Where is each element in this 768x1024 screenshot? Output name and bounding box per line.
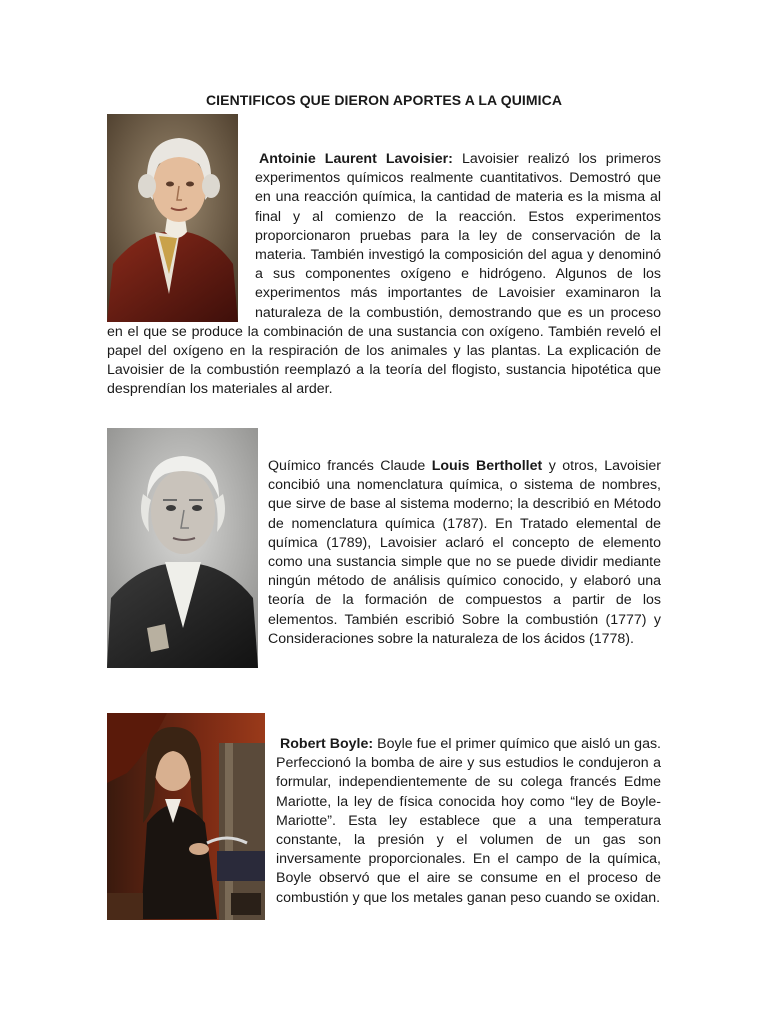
lavoisier-section bbox=[107, 150, 661, 400]
berthollet-text: y otros, Lavoisier concibió una nomenclatura química, o sistema de nombres, que sirve de base al sistema moderno; la describió en Método de nomenclatura química (1787). En Tratado elemental de química (1789), Lavoisier aclaró el concepto de elemento como una sustancia simple que no se puede dividir mediante ningún método de análisis químico conocido, y elaboró una teoría de la formación de compuestos a partir de los elementos. También escribió Sobre la combustión (1777) y Consideraciones sobre la naturaleza de los ácidos (1778). bbox=[268, 458, 661, 647]
berthollet-name: Louis Berthollet bbox=[431, 458, 543, 474]
berthollet-intro: Químico francés Claude bbox=[268, 458, 426, 474]
berthollet-section bbox=[268, 457, 661, 649]
lavoisier-text: Lavoisier realizó los primeros experimentos químicos realmente cuantitativos. Demostró que en una reacción química, la cantidad de materia es la misma al final y al comienzo de la reacción. Estos experimentos proporcionaron pruebas para la ley de conservación de la materia. También investigó la composición del agua y denominó a sus componentes oxígeno e hidrógeno. Algunos de los experimentos más importantes de Lavoisier examinaron la naturaleza de la combustión, demostrando que es un proceso en el que se produce la combinación de una sustancia con oxígeno. También reveló el papel del oxígeno en la respiración de los animales y las plantas. La explicación de Lavoisier de la combustión reemplazó a la teoría del flogisto, sustancia hipotética que desprendían los materiales al arder. bbox=[107, 151, 661, 398]
lavoisier-name: Antoinie Laurent Lavoisier: bbox=[259, 151, 453, 167]
document-title: CIENTIFICOS QUE DIERON APORTES A LA QUIMICA bbox=[205, 92, 563, 108]
portrait-wrap-spacer bbox=[107, 150, 255, 322]
boyle-name: Robert Boyle: bbox=[280, 736, 374, 752]
boyle-section bbox=[276, 735, 661, 908]
boyle-portrait bbox=[107, 713, 265, 920]
boyle-text: Boyle fue el primer químico que aisló un gas. Perfeccionó la bomba de aire y sus estudios le condujeron a formular, independientemente de su colega francés Edme Mariotte, la ley de física conocida hoy como “ley de Boyle-Mariotte”. Esta ley establece que a una temperatura constante, la presión y el volumen de un gas son inversamente proporcionales. En el campo de la química, Boyle observó que el aire se consume en el proceso de combustión y que los metales ganan peso cuando se oxidan. bbox=[276, 736, 661, 906]
berthollet-portrait bbox=[107, 428, 258, 668]
